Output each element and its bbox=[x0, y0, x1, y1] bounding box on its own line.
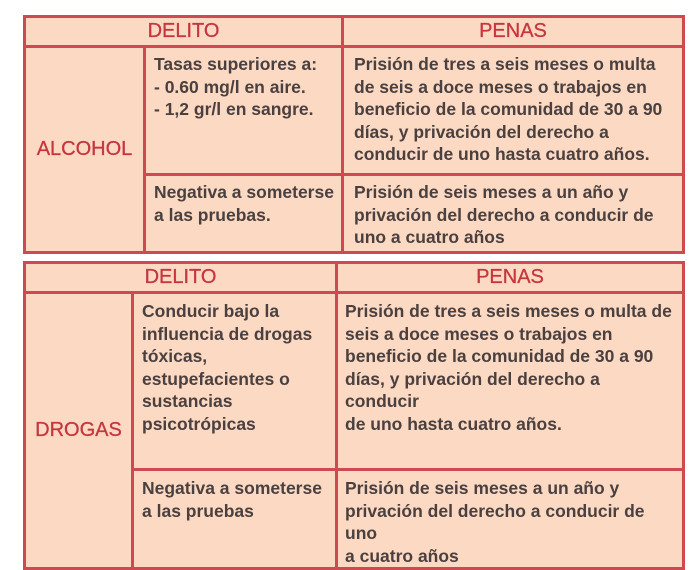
drugs-delito-header: DELITO bbox=[25, 263, 337, 293]
alcohol-offense-1 bbox=[145, 47, 343, 175]
drugs-offense-1-text: Conducir bajo la influencia de drogas tóxicas, estupefacientes o sustancias psicotrópicas bbox=[142, 301, 313, 434]
alcohol-penas-header: PENAS bbox=[343, 17, 684, 47]
alcohol-offense-2 bbox=[145, 175, 343, 253]
drugs-category-label: DROGAS bbox=[25, 293, 133, 569]
drugs-offense-1 bbox=[133, 293, 337, 470]
alcohol-category-label: ALCOHOL bbox=[25, 47, 145, 253]
drugs-penalty-table bbox=[23, 261, 685, 570]
alcohol-offense-2-text: Negativa a someterse a las pruebas. bbox=[154, 182, 334, 225]
drugs-penalty-2 bbox=[337, 470, 684, 569]
alcohol-delito-header: DELITO bbox=[25, 17, 343, 47]
drugs-penalty-1 bbox=[337, 293, 684, 470]
drugs-penalty-1-text: Prisión de tres a seis meses o multa de seis a doce meses o trabajos en beneficio de la comunidad de 30 a 90 días, y privación del derecho a conducir de uno hasta cuatro años. bbox=[345, 301, 672, 434]
drugs-offense-2-text: Negativa a someterse a las pruebas bbox=[142, 478, 322, 521]
alcohol-penalty-1-text: Prisión de tres a seis meses o multa de seis a doce meses o trabajos en beneficio de la comunidad de 30 a 90 días, y privación del derecho a conducir de uno hasta cuatro años. bbox=[354, 54, 663, 164]
drugs-offense-2 bbox=[133, 470, 337, 569]
alcohol-penalty-2-text: Prisión de seis meses a un año y privación del derecho a conducir de uno a cuatro años bbox=[354, 182, 654, 247]
alcohol-penalty-table bbox=[23, 15, 685, 254]
alcohol-penalty-1 bbox=[343, 47, 684, 175]
drugs-penalty-2-text: Prisión de seis meses a un año y privación del derecho a conducir de uno a cuatro años bbox=[345, 478, 645, 566]
alcohol-penalty-2 bbox=[343, 175, 684, 253]
alcohol-offense-1-text: Tasas superiores a: - 0.60 mg/l en aire. - 1,2 gr/l en sangre. bbox=[154, 54, 318, 119]
drugs-penas-header: PENAS bbox=[337, 263, 684, 293]
